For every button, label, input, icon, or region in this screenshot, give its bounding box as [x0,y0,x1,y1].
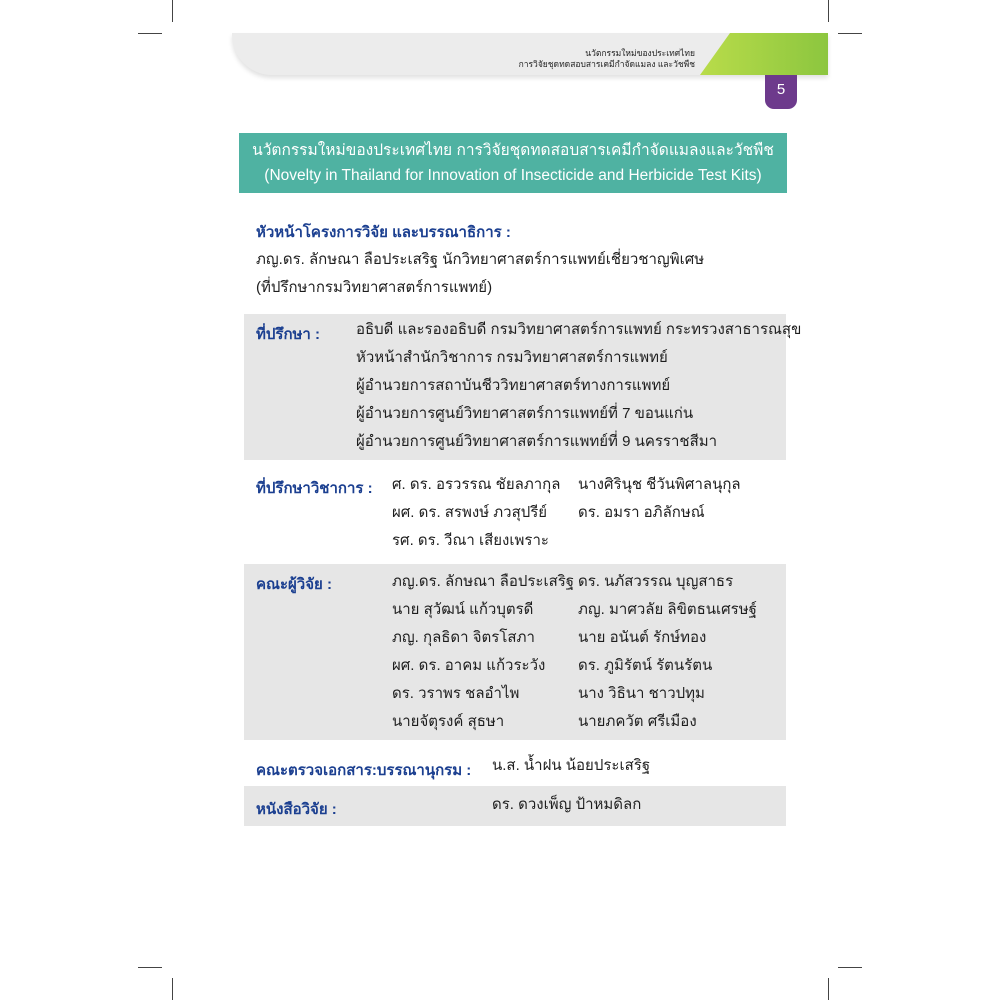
academic-advisors-col1 [392,471,560,555]
researchers-panel [244,564,786,740]
list-item: ผศ. ดร. สรพงษ์ ภวสุปรีย์ [392,504,548,521]
researchers-col2 [578,568,757,736]
list-item: ดร. นภัสวรรณ บุญสาธร [578,573,734,590]
list-item: ภญ.ดร. ลักษณา ลือประเสริฐ [392,573,575,590]
title-banner [239,133,787,193]
crop-mark [138,967,162,968]
list-item: นายจัตุรงค์ สุธษา [392,713,505,730]
crop-mark [828,978,829,1000]
list-item: ผู้อำนวยการศูนย์วิทยาศาสตร์การแพทย์ที่ 9 นครราชสีมา [356,433,718,450]
list-item: ผู้อำนวยการศูนย์วิทยาศาสตร์การแพทย์ที่ 7 ขอนแก่น [356,405,694,422]
editors-panel [244,750,786,784]
crop-mark [838,967,862,968]
lead-label: หัวหน้าโครงการวิจัย และบรรณาธิการ : [256,224,511,241]
list-item: รศ. ดร. วีณา เสียงเพราะ [392,532,549,549]
title-thai: นวัตกรรมใหม่ของประเทศไทย การวิจัยชุดทดสอบสารเคมีกำจัดแมลงและวัชพืช [252,142,774,159]
list-item: นางศิรินุช ชีวันพิศาลนุกุล [578,476,741,493]
list-item: ผู้อำนวยการสถาบันชีววิทยาศาสตร์ทางการแพทย์ [356,377,671,394]
list-item: ดร. ภูมิรัตน์ รัตนรัตน [578,657,713,674]
lead-section [256,220,776,302]
lead-name: ภญ.ดร. ลักษณา ลือประเสริฐ นักวิทยาศาสตร์การแพทย์เชี่ยวชาญพิเศษ [256,251,705,268]
list-item: อธิบดี และรองอธิบดี กรมวิทยาศาสตร์การแพทย์ กระทรวงสาธารณสุข [356,321,802,338]
list-item: ดร. อมรา อภิลักษณ์ [578,504,705,521]
running-header-line1: นวัตกรรมใหม่ของประเทศไทย [585,48,695,58]
crop-mark [838,33,862,34]
list-item: นาย สุวัฒน์ แก้วบุตรดี [392,601,534,618]
advisors-panel [244,314,802,460]
academic-advisors-col2 [578,471,741,527]
academic-advisors-label: ที่ปรึกษาวิชาการ : [256,480,373,497]
book-name: ดร. ดวงเพ็ญ ป้าหมดิลก [492,796,642,813]
advisors-label: ที่ปรึกษา : [256,326,321,343]
book-panel [244,786,786,826]
editors-name: น.ส. น้ำฝน น้อยประเสริฐ [492,757,651,774]
list-item: นายภควัต ศรีเมือง [578,713,697,730]
list-item: ผศ. ดร. อาคม แก้วระวัง [392,657,546,674]
page-number: 5 [765,75,797,109]
list-item: หัวหน้าสำนักวิชาการ กรมวิทยาศาสตร์การแพทย์ [356,349,668,366]
book-label: หนังสือวิจัย : [256,801,337,818]
list-item: ภญ. กุลธิดา จิตรโสภา [392,629,535,646]
advisors-list [356,316,801,456]
academic-advisors-panel [244,470,786,554]
list-item: นาย อนันต์ รักษ์ทอง [578,629,707,646]
title-english: (Novelty in Thailand for Innovation of Insecticide and Herbicide Test Kits) [264,167,762,184]
list-item: ดร. วราพร ชลอำไพ [392,685,520,702]
crop-mark [828,0,829,22]
crop-mark [172,978,173,1000]
running-header-line2: การวิจัยชุดทดสอบสารเคมีกำจัดแมลง และวัชพืช [518,59,695,69]
crop-mark [138,33,162,34]
researchers-label: คณะผู้วิจัย : [256,576,332,593]
editors-label: คณะตรวจเอกสาร:บรรณานุกรม : [256,762,472,779]
lead-role: (ที่ปรึกษากรมวิทยาศาสตร์การแพทย์) [256,279,493,296]
list-item: ศ. ดร. อรวรรณ ชัยลภากุล [392,476,561,493]
list-item: นาง วิธินา ชาวปทุม [578,685,705,702]
list-item: ภญ. มาศวลัย ลิขิตธนเศรษฐ์ [578,601,757,618]
crop-mark [172,0,173,22]
researchers-col1 [392,568,574,736]
running-header-text [519,48,695,70]
